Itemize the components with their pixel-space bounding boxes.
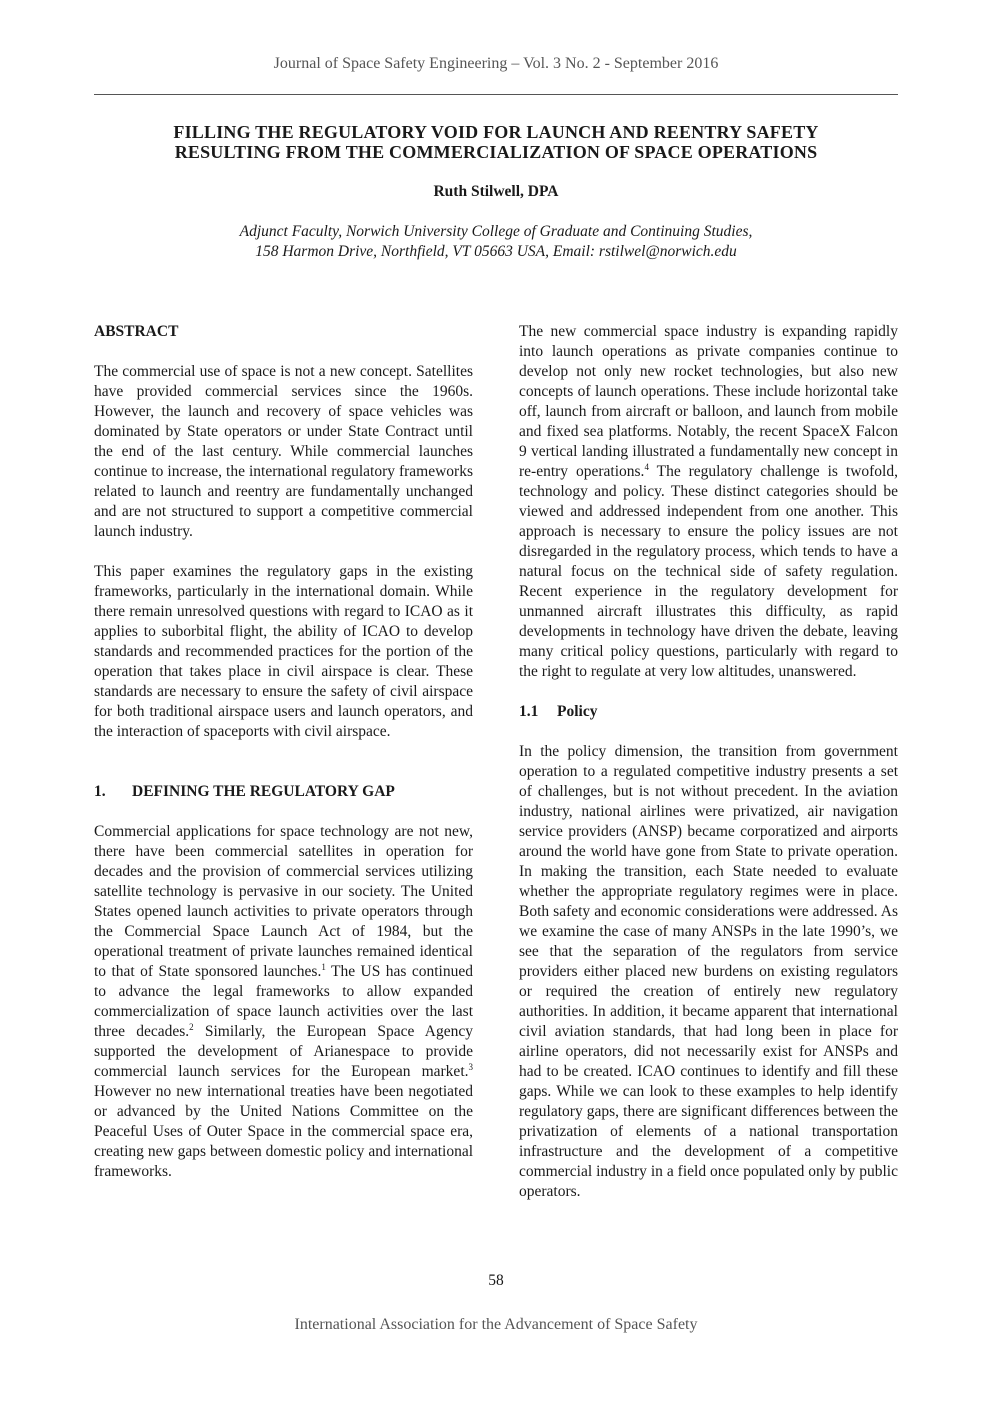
section-1-paragraph (94, 822, 473, 1182)
section-1-1-number: 1.1 (519, 703, 539, 720)
page-number: 58 (488, 1272, 504, 1289)
header-rule (94, 94, 898, 95)
affiliation-line-1: Adjunct Faculty, Norwich University College of Graduate and Continuing Studies, (239, 223, 753, 240)
right-column (519, 322, 898, 1222)
title-line-1: FILLING THE REGULATORY VOID FOR LAUNCH AND REENTRY SAFETY (173, 122, 819, 142)
footnote-ref-4[interactable]: 4 (644, 462, 649, 472)
author-name: Ruth Stilwell, DPA (433, 183, 559, 200)
section-1-heading (94, 782, 473, 802)
title-line-2: RESULTING FROM THE COMMERCIALIZATION OF SPACE OPERATIONS (174, 142, 818, 162)
section-1-title: DEFINING THE REGULATORY GAP (132, 783, 395, 800)
section-1-1-title: Policy (557, 703, 598, 720)
section-1-text-3: Similarly, the European Space Agency supported the development of Arianespace to provide commercial launch services for the European market. (94, 1023, 474, 1080)
footnote-ref-2[interactable]: 2 (189, 1022, 194, 1032)
abstract-heading: ABSTRACT (94, 323, 179, 340)
abstract-paragraph-2: This paper examines the regulatory gaps in the existing frameworks, particularly in the international domain. While there remain unresolved questions with regard to ICAO as it applies to suborbital flight, the ability of ICAO to develop standards and recommended practices for the portion of the operation that takes place in civil airspace is clear. These standards are necessary to ensure the safety of civil airspace for both traditional airspace users and launch operators, and the interaction of spaceports with civil airspace. (94, 563, 473, 740)
section-1-text-1: Commercial applications for space technology are not new, there have been commercial satellites in operation for decades and the provision of commercial services utilizing satellite technology is pervasive in our society. The United States opened launch activities to private operators through the Commercial Space Launch Act of 1984, but the operational treatment of private launches remained identical to that of State sponsored launches. (94, 823, 473, 980)
section-1-1-heading (519, 702, 898, 722)
section-1-continuation-paragraph (519, 322, 898, 682)
running-head: Journal of Space Safety Engineering – Vol. 3 No. 2 - September 2016 (273, 55, 719, 72)
section-1-number: 1. (94, 783, 106, 800)
affiliation-line-2: 158 Harmon Drive, Northfield, VT 05663 USA, Email: rstilwel@norwich.edu (255, 243, 737, 260)
continuation-text-1: The new commercial space industry is expanding rapidly into launch operations as private companies continue to develop not only new rocket technologies, but also new concepts of launch operations. These include horizontal take off, launch from aircraft or balloon, and launch from mobile and fixed sea platforms. Notably, the recent SpaceX Falcon 9 vertical landing illustrated a fundamentally new concept in re-entry operations. (519, 323, 898, 480)
footnote-ref-1[interactable]: 1 (321, 962, 326, 972)
paper-title (94, 122, 898, 162)
policy-paragraph: In the policy dimension, the transition from government operation to a regulated competitive industry presents a set of challenges, but is not without precedent. In the aviation industry, national airlines were privatized, air navigation service providers (ANSP) became corporatized and airports around the world have gone from State to private operation. In making the transition, each State needed to evaluate whether the appropriate regulatory regimes were in place. Both safety and economic considerations were addressed. As we examine the case of many ANSPs in the late 1990’s, we see that the separation of the regulators from service providers either placed new burdens on existing regulators or required the creation of entirely new regulatory authorities. In addition, it became apparent that international civil aviation standards, that had long been in place for airline operators, did not necessarily exist for ANSPs and had to be created. ICAO continues to identify and fill these gaps. While we can look to these examples to help identify regulatory gaps, there are significant differences between the privatization of elements of a national transportation infrastructure and the development of a competitive commercial industry in a field once populated only by public operators. (519, 743, 898, 1200)
continuation-text-2: The regulatory challenge is twofold, technology and policy. These distinct categories should be viewed and addressed independent from one another. This approach is necessary to ensure the policy issues are not disregarded in the regulatory process, which tends to have a natural focus on the technical side of safety regulation. Recent experience in the regulatory development for unmanned aircraft illustrates this difficulty, as rapid developments in technology have driven the debate, leaving many critical policy questions, particularly with regard to the right to regulate at very low altitudes, unanswered. (519, 463, 898, 680)
footnote-ref-3[interactable]: 3 (468, 1062, 473, 1072)
section-1-text-2: The US has continued to advance the legal frameworks to allow expanded commercialization of space launch activities over the last three decades. (94, 963, 473, 1040)
section-1-text-4: However no new international treaties have been negotiated or advanced by the United Nations Committee on the Peaceful Uses of Outer Space in the commercial space era, creating new gaps between domestic policy and international frameworks. (94, 1083, 473, 1180)
abstract-paragraph-1: The commercial use of space is not a new concept. Satellites have provided commercial services since the 1960s. However, the launch and recovery of space vehicles was dominated by State operators or under State Contract until the end of the last century. While commercial launches continue to increase, the international regulatory frameworks related to launch and reentry are fundamentally unchanged and are not structured to support a competitive commercial launch industry. (94, 363, 473, 540)
left-column (94, 322, 473, 1202)
author-affiliation (0, 222, 992, 262)
page-footer: International Association for the Advancement of Space Safety (294, 1316, 698, 1333)
